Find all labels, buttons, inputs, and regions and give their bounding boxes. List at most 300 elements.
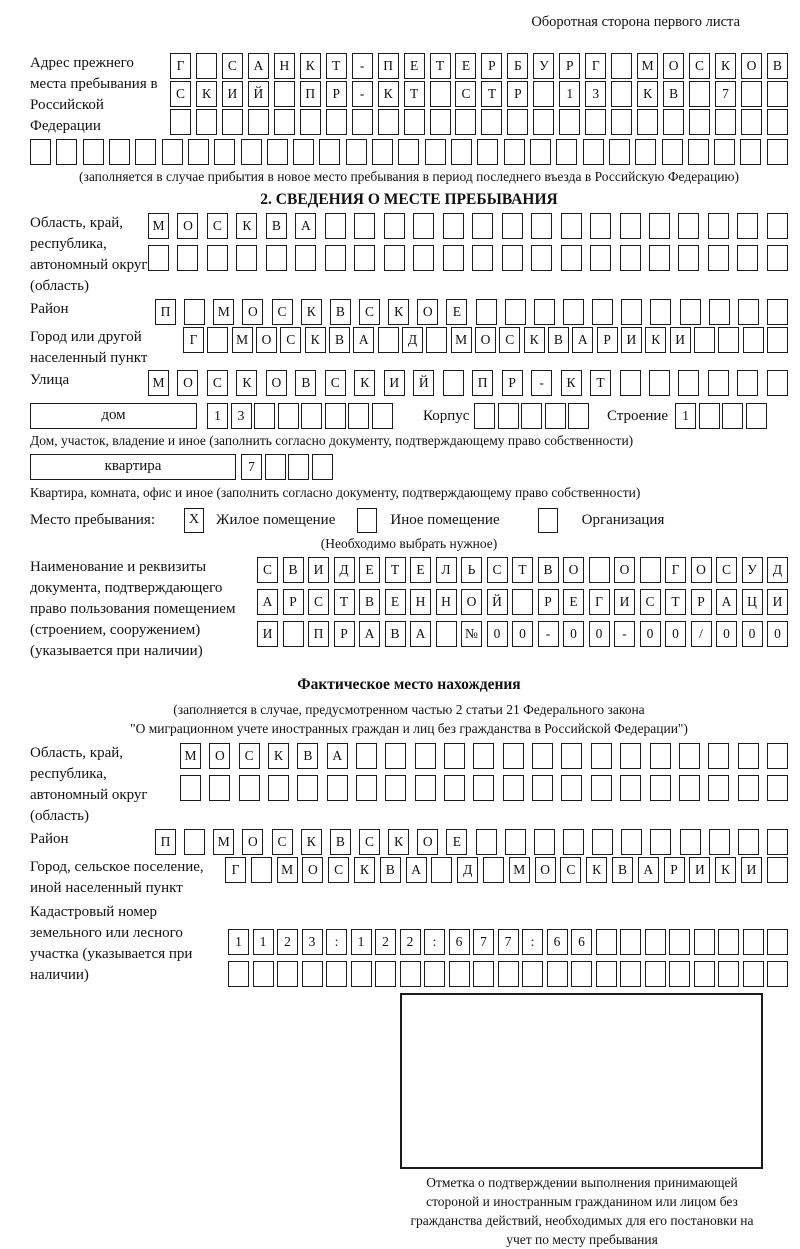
prev-address-cells xyxy=(170,53,788,135)
char-cell xyxy=(473,961,494,987)
char-cell xyxy=(699,403,720,429)
char-cell: Д xyxy=(457,857,478,883)
char-cell: Т xyxy=(481,81,502,107)
char-cell xyxy=(236,245,257,271)
char-cell: 7 xyxy=(498,929,519,955)
char-cell xyxy=(708,245,729,271)
char-cell: - xyxy=(352,53,373,79)
char-cell xyxy=(283,621,304,647)
char-cell xyxy=(767,370,788,396)
char-cell xyxy=(708,743,729,769)
char-cell: : xyxy=(522,929,543,955)
char-cell: В xyxy=(297,743,318,769)
char-cell: Й xyxy=(248,81,269,107)
char-cell: Н xyxy=(410,589,431,615)
char-cell xyxy=(430,109,451,135)
char-cell: В xyxy=(538,557,559,583)
char-cell xyxy=(177,245,198,271)
char-cell xyxy=(481,109,502,135)
char-cell xyxy=(645,961,666,987)
char-cell: Г xyxy=(183,327,204,353)
street-cells xyxy=(148,370,788,396)
char-cell: Р xyxy=(326,81,347,107)
char-cell xyxy=(545,403,566,429)
char-cell xyxy=(596,961,617,987)
fact-district-field xyxy=(30,829,788,855)
char-cell xyxy=(591,775,612,801)
char-cell: У xyxy=(533,53,554,79)
section2-title: 2. СВЕДЕНИЯ О МЕСТЕ ПРЕБЫВАНИЯ xyxy=(260,191,558,208)
char-cell: К xyxy=(236,213,257,239)
char-cell: Н xyxy=(274,53,295,79)
char-cell: К xyxy=(715,857,736,883)
char-cell: К xyxy=(524,327,545,353)
char-cell xyxy=(534,829,555,855)
char-cell: Й xyxy=(413,370,434,396)
char-cell xyxy=(561,213,582,239)
stroenie-label: Строение xyxy=(606,408,669,424)
char-cell xyxy=(522,961,543,987)
char-cell: М xyxy=(509,857,530,883)
char-cell xyxy=(430,81,451,107)
char-cell xyxy=(295,245,316,271)
char-cell xyxy=(254,403,275,429)
char-cell xyxy=(426,327,447,353)
char-cell: О xyxy=(614,557,635,583)
char-cell: В xyxy=(283,557,304,583)
char-cell: К xyxy=(715,53,736,79)
char-cell xyxy=(278,403,299,429)
char-cell: Г xyxy=(665,557,686,583)
char-cell xyxy=(443,245,464,271)
street-label: Улица xyxy=(30,372,70,388)
cadastral-label: Кадастровый номер земельного или лесного участка (указывается при наличии) xyxy=(30,904,193,983)
stay-place-caption: (Необходимо выбрать нужное) xyxy=(320,536,498,551)
char-cell: А xyxy=(248,53,269,79)
char-cell: С xyxy=(257,557,278,583)
char-cell xyxy=(443,370,464,396)
district-cells xyxy=(155,299,788,325)
fact-region-row2 xyxy=(180,775,788,801)
char-cell: О xyxy=(302,857,323,883)
char-cell xyxy=(737,370,758,396)
char-cell xyxy=(472,213,493,239)
document-label: Наименование и реквизиты документа, подтверждающего право пользования помещением (строением, сооружением) (указывается при наличии) xyxy=(30,559,236,659)
char-cell xyxy=(325,245,346,271)
char-cell: И xyxy=(689,857,710,883)
fact-district-cells xyxy=(155,829,788,855)
char-cell xyxy=(385,775,406,801)
char-cell: 3 xyxy=(302,929,323,955)
char-cell: 7 xyxy=(241,454,262,480)
char-cell xyxy=(592,299,613,325)
char-cell xyxy=(767,775,788,801)
char-cell: К xyxy=(354,370,375,396)
char-cell xyxy=(556,139,577,165)
char-cell: 0 xyxy=(742,621,763,647)
char-cell: К xyxy=(586,857,607,883)
char-cell: А xyxy=(406,857,427,883)
char-cell: Е xyxy=(359,557,380,583)
char-cell xyxy=(293,139,314,165)
char-cell: О xyxy=(242,299,263,325)
char-cell: В xyxy=(663,81,684,107)
char-cell: 1 xyxy=(559,81,580,107)
char-cell: А xyxy=(295,213,316,239)
korpus-cells xyxy=(474,403,592,429)
char-cell xyxy=(640,557,661,583)
char-cell: Р xyxy=(502,370,523,396)
city-field xyxy=(30,327,788,369)
char-cell: И xyxy=(741,857,762,883)
char-cell xyxy=(266,245,287,271)
prev-address-label: Адрес прежнего места пребывания в Российской Федерации xyxy=(30,55,158,134)
char-cell xyxy=(297,775,318,801)
char-cell: О xyxy=(663,53,684,79)
char-cell xyxy=(473,775,494,801)
char-cell xyxy=(611,53,632,79)
char-cell: К xyxy=(300,53,321,79)
char-cell: В xyxy=(329,327,350,353)
char-cell xyxy=(449,961,470,987)
char-cell xyxy=(214,139,235,165)
char-cell: П xyxy=(378,53,399,79)
char-cell xyxy=(620,775,641,801)
char-cell xyxy=(561,245,582,271)
char-cell xyxy=(694,929,715,955)
fact-region-label: Область, край, республика, автономный округ (область) xyxy=(30,745,148,824)
char-cell xyxy=(351,961,372,987)
char-cell xyxy=(375,961,396,987)
district-label: Район xyxy=(30,301,69,317)
char-cell xyxy=(611,81,632,107)
char-cell: К xyxy=(301,829,322,855)
char-cell: П xyxy=(155,829,176,855)
char-cell: 3 xyxy=(231,403,252,429)
char-cell xyxy=(436,621,457,647)
char-cell xyxy=(325,213,346,239)
char-cell xyxy=(253,961,274,987)
char-cell xyxy=(425,139,446,165)
char-cell: К xyxy=(637,81,658,107)
char-cell xyxy=(738,299,759,325)
char-cell xyxy=(590,245,611,271)
checkbox-organization[interactable] xyxy=(538,508,558,533)
char-cell: Р xyxy=(664,857,685,883)
char-cell xyxy=(477,139,498,165)
char-cell: 2 xyxy=(400,929,421,955)
char-cell xyxy=(563,299,584,325)
char-cell xyxy=(476,299,497,325)
char-cell: К xyxy=(196,81,217,107)
char-cell: С xyxy=(560,857,581,883)
char-cell xyxy=(327,775,348,801)
char-cell xyxy=(209,775,230,801)
char-cell xyxy=(444,743,465,769)
char-cell xyxy=(274,81,295,107)
char-cell: Т xyxy=(404,81,425,107)
document-row1 xyxy=(257,557,788,583)
char-cell: Р xyxy=(538,589,559,615)
char-cell xyxy=(737,245,758,271)
fact-region-field xyxy=(30,743,788,829)
char-cell xyxy=(718,929,739,955)
char-cell: С xyxy=(207,370,228,396)
char-cell: В xyxy=(330,829,351,855)
char-cell: М xyxy=(148,213,169,239)
char-cell xyxy=(196,109,217,135)
char-cell: 0 xyxy=(767,621,788,647)
char-cell xyxy=(413,213,434,239)
char-cell: К xyxy=(645,327,666,353)
char-cell: Г xyxy=(225,857,246,883)
char-cell xyxy=(530,139,551,165)
char-cell: О xyxy=(741,53,762,79)
char-cell xyxy=(503,743,524,769)
char-cell xyxy=(472,245,493,271)
char-cell: - xyxy=(531,370,552,396)
char-cell: Т xyxy=(665,589,686,615)
char-cell xyxy=(312,454,333,480)
char-cell xyxy=(767,829,788,855)
char-cell: С xyxy=(487,557,508,583)
char-cell xyxy=(228,961,249,987)
char-cell xyxy=(689,81,710,107)
char-cell: 0 xyxy=(563,621,584,647)
char-cell xyxy=(504,139,525,165)
char-cell xyxy=(571,961,592,987)
house-type-box: дом xyxy=(30,403,197,429)
char-cell: С xyxy=(640,589,661,615)
char-cell: Е xyxy=(446,299,467,325)
confirmation-mark-caption: Отметка о подтверждении выполнения принимающей стороной и иностранным гражданином или лицом без гражданства действий, необходимых для его постановки на учет по месту пребывания xyxy=(410,1175,754,1247)
char-cell: О xyxy=(256,327,277,353)
char-cell xyxy=(277,961,298,987)
char-cell: Д xyxy=(334,557,355,583)
char-cell: Р xyxy=(597,327,618,353)
char-cell: Л xyxy=(436,557,457,583)
char-cell: К xyxy=(301,299,322,325)
char-cell: 0 xyxy=(589,621,610,647)
char-cell xyxy=(678,370,699,396)
char-cell xyxy=(162,139,183,165)
char-cell: И xyxy=(222,81,243,107)
checkbox-residential[interactable]: X xyxy=(184,508,204,533)
char-cell xyxy=(503,775,524,801)
char-cell xyxy=(135,139,156,165)
char-cell: Е xyxy=(563,589,584,615)
char-cell xyxy=(267,139,288,165)
char-cell xyxy=(645,929,666,955)
char-cell: О xyxy=(177,370,198,396)
actual-location-caption1: (заполняется в случае, предусмотренном частью 2 статьи 21 Федерального закона xyxy=(173,702,645,717)
char-cell xyxy=(424,961,445,987)
char-cell xyxy=(669,929,690,955)
char-cell xyxy=(767,81,788,107)
stay-place-label: Место пребывания: xyxy=(30,512,155,528)
char-cell xyxy=(767,327,788,353)
char-cell xyxy=(348,403,369,429)
char-cell xyxy=(400,961,421,987)
char-cell xyxy=(188,139,209,165)
char-cell: П xyxy=(155,299,176,325)
char-cell xyxy=(521,403,542,429)
char-cell xyxy=(207,327,228,353)
char-cell xyxy=(649,370,670,396)
char-cell xyxy=(268,775,289,801)
char-cell xyxy=(265,454,286,480)
apartment-type-box: квартира xyxy=(30,454,236,480)
char-cell xyxy=(688,139,709,165)
char-cell xyxy=(196,53,217,79)
char-cell xyxy=(346,139,367,165)
char-cell xyxy=(356,743,377,769)
char-cell: Т xyxy=(326,53,347,79)
char-cell: : xyxy=(424,929,445,955)
region-label: Область, край, республика, автономный округ (область) xyxy=(30,215,148,294)
char-cell xyxy=(288,454,309,480)
char-cell xyxy=(170,109,191,135)
char-cell: 0 xyxy=(512,621,533,647)
char-cell xyxy=(476,829,497,855)
char-cell xyxy=(620,743,641,769)
char-cell xyxy=(637,109,658,135)
char-cell: Р xyxy=(691,589,712,615)
char-cell xyxy=(512,589,533,615)
char-cell xyxy=(767,139,788,165)
prev-address-row4 xyxy=(30,139,788,165)
cadastral-row1 xyxy=(228,929,788,955)
char-cell xyxy=(689,109,710,135)
char-cell: Б xyxy=(507,53,528,79)
char-cell: Е xyxy=(446,829,467,855)
char-cell xyxy=(743,961,764,987)
char-cell: А xyxy=(327,743,348,769)
char-cell: 7 xyxy=(715,81,736,107)
char-cell xyxy=(325,403,346,429)
char-cell: М xyxy=(213,299,234,325)
char-cell: О xyxy=(563,557,584,583)
char-cell: М xyxy=(232,327,253,353)
char-cell xyxy=(767,961,788,987)
char-cell xyxy=(384,245,405,271)
char-cell: Г xyxy=(589,589,610,615)
char-cell: О xyxy=(242,829,263,855)
char-cell: Т xyxy=(385,557,406,583)
char-cell xyxy=(274,109,295,135)
char-cell xyxy=(663,109,684,135)
char-cell xyxy=(708,370,729,396)
char-cell xyxy=(620,213,641,239)
char-cell: Р xyxy=(481,53,502,79)
char-cell: Р xyxy=(559,53,580,79)
char-cell: К xyxy=(236,370,257,396)
char-cell xyxy=(767,109,788,135)
char-cell xyxy=(561,743,582,769)
region-row2 xyxy=(148,245,788,271)
actual-location-caption2: "О миграционном учете иностранных граждан и лиц без гражданства в Российской Федерации") xyxy=(130,721,688,736)
char-cell xyxy=(650,743,671,769)
char-cell xyxy=(372,139,393,165)
char-cell xyxy=(662,139,683,165)
char-cell: П xyxy=(472,370,493,396)
char-cell: С xyxy=(207,213,228,239)
city-cells xyxy=(183,327,788,353)
char-cell: Р xyxy=(507,81,528,107)
char-cell xyxy=(620,245,641,271)
char-cell xyxy=(241,139,262,165)
char-cell xyxy=(222,109,243,135)
char-cell: С xyxy=(239,743,260,769)
char-cell: Р xyxy=(283,589,304,615)
char-cell xyxy=(737,213,758,239)
char-cell: В xyxy=(295,370,316,396)
char-cell: 6 xyxy=(449,929,470,955)
house-row xyxy=(30,403,788,429)
char-cell xyxy=(300,109,321,135)
stay-place-row xyxy=(30,507,788,533)
char-cell xyxy=(738,743,759,769)
char-cell: И xyxy=(257,621,278,647)
char-cell: С xyxy=(272,299,293,325)
actual-location-title: Фактическое место нахождения xyxy=(297,676,521,693)
district-field xyxy=(30,299,788,325)
char-cell: Е xyxy=(385,589,406,615)
fact-city-label: Город, сельское поселение, иной населенный пункт xyxy=(30,859,204,896)
char-cell: С xyxy=(328,857,349,883)
char-cell: Ц xyxy=(742,589,763,615)
char-cell xyxy=(109,139,130,165)
cadastral-row2 xyxy=(228,961,788,987)
char-cell xyxy=(714,139,735,165)
char-cell xyxy=(83,139,104,165)
char-cell xyxy=(326,961,347,987)
char-cell xyxy=(596,929,617,955)
char-cell: А xyxy=(257,589,278,615)
char-cell xyxy=(455,109,476,135)
char-cell xyxy=(561,775,582,801)
char-cell xyxy=(354,213,375,239)
char-cell xyxy=(404,109,425,135)
char-cell xyxy=(718,327,739,353)
char-cell xyxy=(30,139,51,165)
char-cell: К xyxy=(305,327,326,353)
char-cell xyxy=(709,829,730,855)
char-cell: В xyxy=(330,299,351,325)
char-cell xyxy=(207,245,228,271)
char-cell xyxy=(568,403,589,429)
char-cell xyxy=(354,245,375,271)
char-cell: Е xyxy=(455,53,476,79)
char-cell: Т xyxy=(334,589,355,615)
char-cell: 1 xyxy=(351,929,372,955)
char-cell xyxy=(708,775,729,801)
char-cell: 6 xyxy=(547,929,568,955)
char-cell xyxy=(444,775,465,801)
char-cell: А xyxy=(572,327,593,353)
char-cell: О xyxy=(417,299,438,325)
char-cell: О xyxy=(475,327,496,353)
char-cell xyxy=(498,403,519,429)
char-cell: Ь xyxy=(461,557,482,583)
checkbox-other-premises[interactable] xyxy=(357,508,377,533)
char-cell: К xyxy=(354,857,375,883)
char-cell: С xyxy=(689,53,710,79)
char-cell xyxy=(715,109,736,135)
char-cell xyxy=(319,139,340,165)
fact-district-label: Район xyxy=(30,831,69,847)
char-cell: 3 xyxy=(585,81,606,107)
